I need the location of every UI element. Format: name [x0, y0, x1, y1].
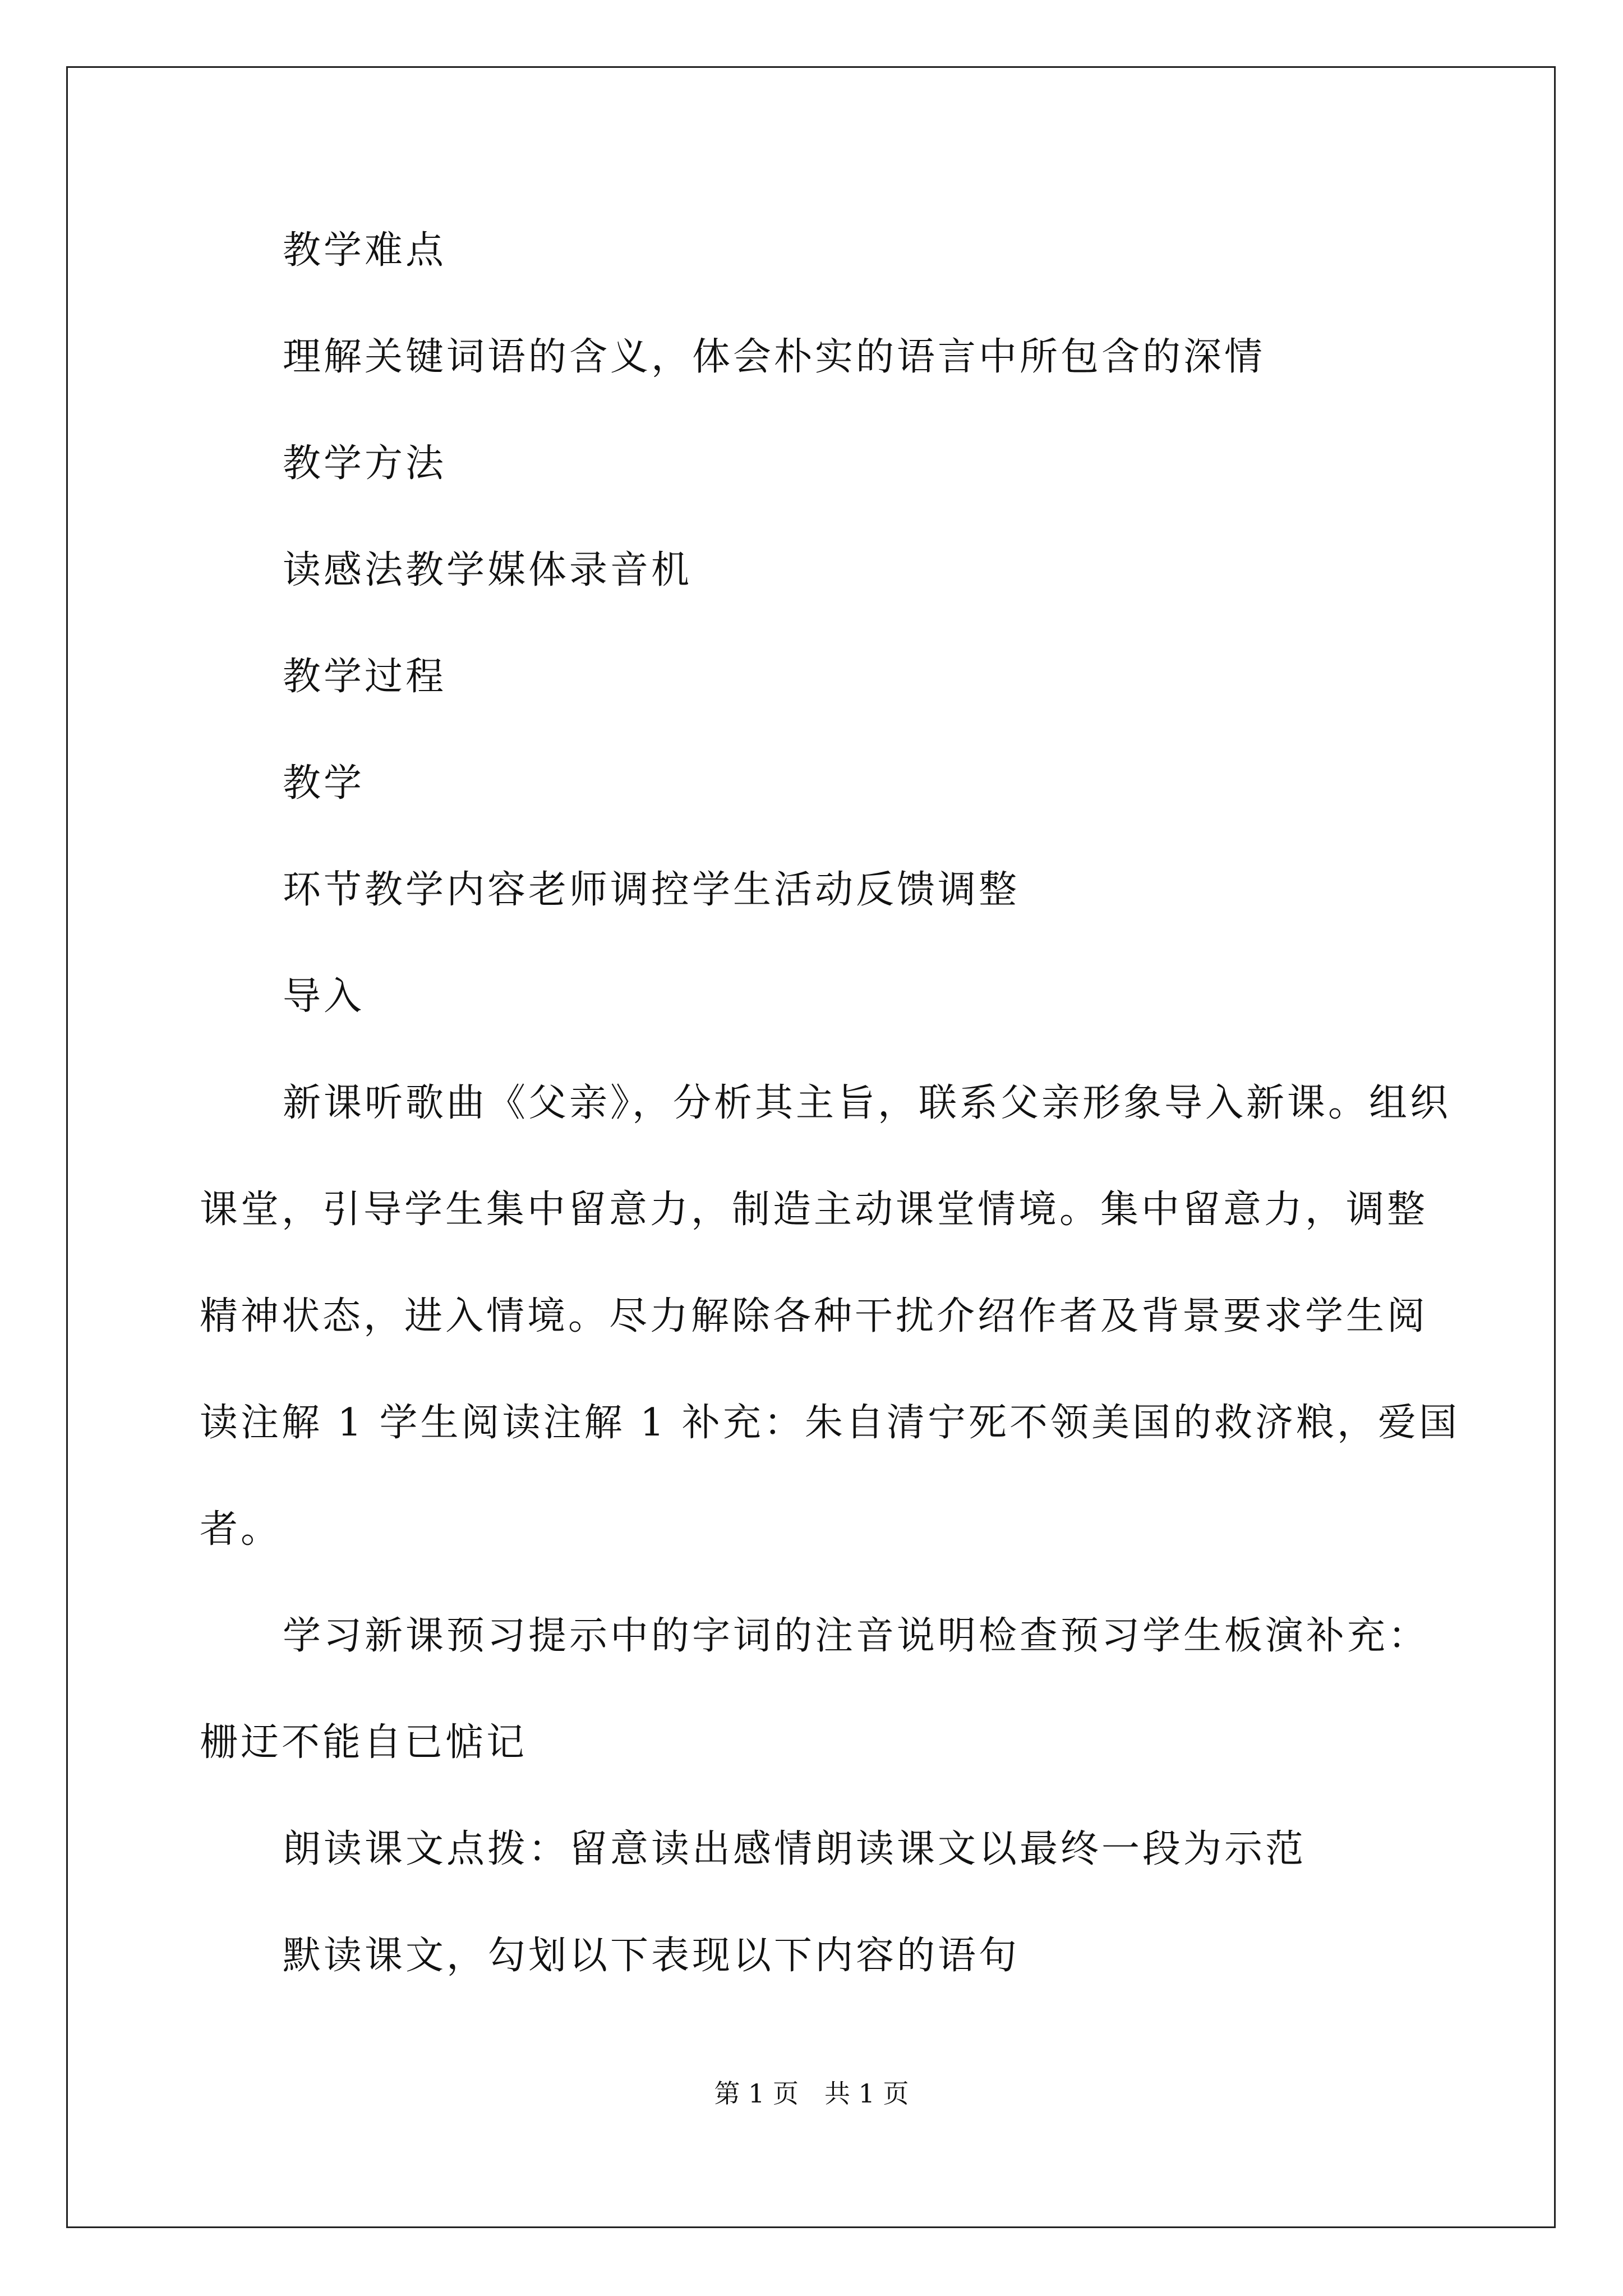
paragraph-reading-aloud: 朗读课文点拨：留意读出感情朗读课文以最终一段为示范 [283, 1827, 1307, 1871]
page-border [66, 66, 1556, 2228]
paragraph-table-header: 环节教学内容老师调控学生活动反馈调整 [283, 868, 1020, 912]
paragraph-new-lesson-line-2: 课堂，引导学生集中留意力，制造主动课堂情境。集中留意力，调整 [200, 1188, 1428, 1232]
paragraph-introduction: 导入 [283, 974, 365, 1019]
paragraph-new-lesson-line-4: 读注解 1 学生阅读注解 1 补充：朱自清宁死不领美国的救济粮，爱国 [200, 1401, 1460, 1445]
paragraph-method-content: 读感法教学媒体录音机 [283, 548, 693, 592]
paragraph-study-line-1: 学习新课预习提示中的字词的注音说明检查预习学生板演补充： [283, 1614, 1430, 1658]
paragraph-new-lesson-line-3: 精神状态，进入情境。尽力解除各种干扰介绍作者及背景要求学生阅 [200, 1294, 1428, 1338]
heading-teaching-method: 教学方法 [283, 441, 447, 486]
heading-teaching-difficulty: 教学难点 [283, 228, 447, 273]
page-footer: 第 1 页 共 1 页 [714, 2078, 909, 2109]
paragraph-new-lesson-line-1: 新课听歌曲《父亲》，分析其主旨，联系父亲形象导入新课。组织 [283, 1081, 1451, 1125]
paragraph-silent-reading: 默读课文，勾划以下表现以下内容的语句 [283, 1934, 1020, 1978]
paragraph-teaching: 教学 [283, 761, 365, 806]
heading-teaching-process: 教学过程 [283, 655, 447, 699]
paragraph-difficulty-content: 理解关键词语的含义，体会朴实的语言中所包含的深情 [283, 335, 1266, 379]
paragraph-study-line-2: 栅迂不能自已惦记 [200, 1720, 528, 1765]
paragraph-new-lesson-line-5: 者。 [200, 1507, 282, 1552]
